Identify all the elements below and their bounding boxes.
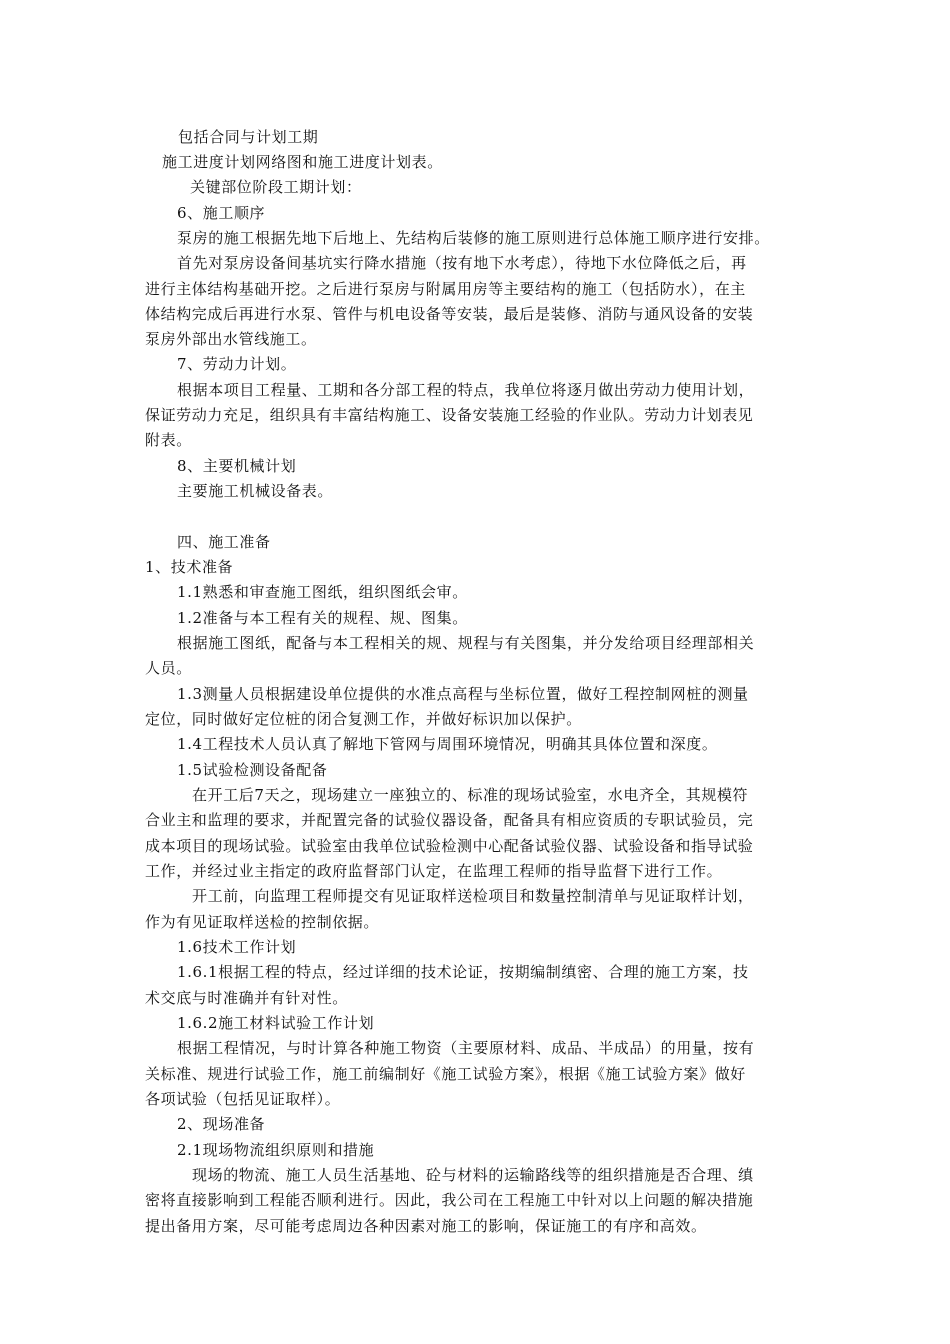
text-line: 1.2准备与本工程有关的规程、规、图集。	[177, 609, 468, 627]
text-line: 主要施工机械设备表。	[177, 482, 334, 500]
text-line: 成本项目的现场试验。试验室由我单位试验检测中心配备试验仪器、试验设备和指导试验	[145, 837, 754, 855]
text-line: 根据施工图纸，配备与本工程相关的规、规程与有关图集，并分发给项目经理部相关	[177, 634, 755, 652]
text-line: 作为有见证取样送检的控制依据。	[145, 913, 380, 931]
text-line: 泵房外部出水管线施工。	[145, 330, 317, 348]
section-heading: 2、现场准备	[177, 1115, 266, 1133]
text-line: 开工前，向监理工程师提交有见证取样送检项目和数量控制清单与见证取样计划，	[192, 887, 754, 905]
text-line: 关标准、规进行试验工作，施工前编制好《施工试验方案》，根据《施工试验方案》做好	[145, 1065, 746, 1083]
chapter-heading: 四、施工准备	[177, 533, 271, 551]
text-line: 附表。	[145, 431, 192, 449]
text-line: 首先对泵房设备间基坑实行降水措施（按有地下水考虑），待地下水位降低之后，再	[177, 254, 747, 272]
text-line: 定位，同时做好定位桩的闭合复测工作，并做好标识加以保护。	[145, 710, 582, 728]
section-heading: 7、劳动力计划。	[177, 355, 297, 373]
text-line: 现场的物流、施工人员生活基地、砼与材料的运输路线等的组织措施是否合理、缜	[192, 1166, 754, 1184]
section-heading: 1.5试验检测设备配备	[177, 761, 328, 779]
text-line: 根据本项目工程量、工期和各分部工程的特点，我单位将逐月做出劳动力使用计划，	[177, 381, 755, 399]
section-heading: 1.6技术工作计划	[177, 938, 297, 956]
section-heading: 1、技术准备	[145, 558, 234, 576]
text-line: 施工进度计划网络图和施工进度计划表。	[162, 153, 443, 171]
text-line: 密将直接影响到工程能否顺利进行。因此，我公司在工程施工中针对以上问题的解决措施	[145, 1191, 754, 1209]
text-line: 泵房的施工根据先地下后地上、先结构后装修的施工原则进行总体施工顺序进行安排。	[177, 229, 770, 247]
text-line: 1.4工程技术人员认真了解地下管网与周围环境情况，明确其具体位置和深度。	[177, 735, 718, 753]
text-line: 1.6.1根据工程的特点，经过详细的技术论证，按期编制缜密、合理的施工方案，技	[177, 963, 749, 981]
text-line: 合业主和监理的要求，并配置完备的试验仪器设备，配备具有相应资质的专职试验员，完	[145, 811, 754, 829]
text-line: 根据工程情况，与时计算各种施工物资（主要原材料、成品、半成品）的用量，按有	[177, 1039, 755, 1057]
text-line: 人员。	[145, 659, 192, 677]
text-line: 1.3测量人员根据建设单位提供的水准点高程与坐标位置，做好工程控制网桩的测量	[177, 685, 749, 703]
text-line: 工作，并经过业主指定的政府监督部门认定，在监理工程师的指导监督下进行工作。	[145, 862, 723, 880]
text-line: 1.1熟悉和审查施工图纸，组织图纸会审。	[177, 583, 468, 601]
text-line: 各项试验（包括见证取样）。	[145, 1090, 341, 1108]
section-heading: 6、施工顺序	[177, 204, 266, 222]
text-line: 保证劳动力充足，组织具有丰富结构施工、设备安装施工经验的作业队。劳动力计划表见	[145, 406, 754, 424]
text-line: 包括合同与计划工期	[178, 128, 319, 146]
text-line: 进行主体结构基础开挖。之后进行泵房与附属用房等主要结构的施工（包括防水），在主	[145, 280, 746, 298]
section-heading: 2.1现场物流组织原则和措施	[177, 1141, 375, 1159]
text-line: 在开工后7天之，现场建立一座独立的、标准的现场试验室，水电齐全，其规模符	[192, 786, 749, 804]
section-heading: 1.6.2施工材料试验工作计划	[177, 1014, 375, 1032]
text-line: 关键部位阶段工期计划：	[190, 178, 362, 196]
text-line: 体结构完成后再进行水泵、管件与机电设备等安装，最后是装修、消防与通风设备的安装	[145, 305, 754, 323]
text-line: 术交底与时准确并有针对性。	[145, 989, 348, 1007]
text-line: 提出备用方案，尽可能考虑周边各种因素对施工的影响，保证施工的有序和高效。	[145, 1217, 707, 1235]
section-heading: 8、主要机械计划	[177, 457, 297, 475]
